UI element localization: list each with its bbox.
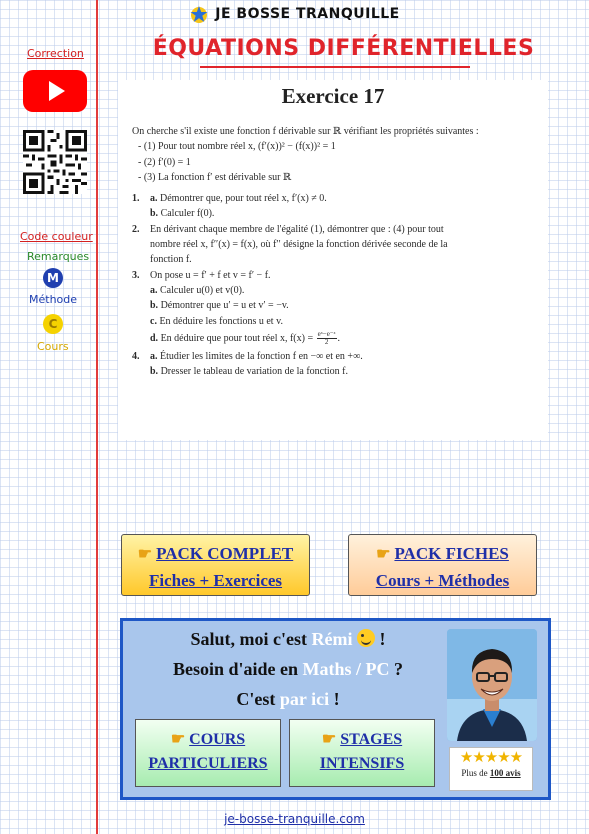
- pointing-hand-icon: ☛: [321, 731, 337, 748]
- legend-cours: Cours: [37, 340, 69, 353]
- question-3: 3. On pose u = f′ + f et v = f′ − f.: [132, 269, 271, 281]
- page-title: ÉQUATIONS DIFFÉRENTIELLES: [152, 36, 535, 61]
- pack-fiches-button[interactable]: ☛ PACK FICHES Cours + Méthodes: [348, 534, 537, 596]
- promo-box: [120, 618, 551, 800]
- pointing-hand-icon: ☛: [170, 731, 186, 748]
- stages-intensifs-button[interactable]: ☛ STAGES INTENSIFS: [289, 719, 435, 787]
- reviews-text: Plus de 100 avis: [461, 768, 521, 778]
- question-2-line2: nombre réel x, f′′(x) = f(x), où f′′ désigne la fonction dérivée seconde de la: [150, 239, 448, 251]
- avatar: [447, 629, 537, 741]
- qr-code-icon[interactable]: [23, 130, 87, 194]
- exercise-panel: [118, 80, 548, 440]
- question-2-line3: fonction f.: [150, 254, 192, 266]
- property-3: - (3) La fonction f′ est dérivable sur ℝ: [138, 171, 292, 183]
- play-icon: [49, 81, 65, 101]
- question-3c: c. En déduire les fonctions u et v.: [150, 315, 283, 327]
- cours-badge-icon: C: [43, 314, 63, 334]
- question-4b: b. Dresser le tableau de variation de la fonction f.: [150, 366, 348, 378]
- question-2: 2. En dérivant chaque membre de l'égalité (1), démontrer que : (4) pour tout: [132, 223, 444, 235]
- wink-emoji-icon: [357, 629, 375, 647]
- brand-name: JE BOSSE TRANQUILLE: [215, 6, 400, 22]
- margin-line: [96, 0, 98, 834]
- brand-header[interactable]: [0, 4, 589, 24]
- question-1b: b. Calculer f(0).: [150, 208, 215, 220]
- fraction: $\frac{\text{eˣ−e⁻ˣ}}{2}$: [317, 330, 336, 347]
- five-stars-icon: ★★★★★: [459, 750, 523, 766]
- question-1a: 1. a. Démontrer que, pour tout réel x, f′(x) ≠ 0.: [132, 193, 327, 205]
- brand-logo-icon: [189, 4, 209, 24]
- methode-badge-icon: M: [43, 268, 63, 288]
- correction-label: Correction: [27, 47, 84, 60]
- legend-methode: Méthode: [29, 293, 78, 306]
- legend-remarques: Remarques: [27, 250, 90, 263]
- footer-link[interactable]: je-bosse-tranquille.com: [224, 812, 365, 826]
- exercise-title: Exercice 17: [281, 84, 385, 108]
- exercise-intro: On cherche s'il existe une fonction f dérivable sur ℝ vérifiant les propriétés suivantes :: [132, 126, 479, 137]
- promo-greeting: Salut, moi c'est Rémi !: [190, 629, 386, 649]
- title-underline: [200, 66, 470, 68]
- code-couleur-label: Code couleur: [20, 230, 93, 243]
- pointing-hand-icon: ☛: [137, 546, 153, 563]
- promo-here: C'est par ici !: [236, 689, 340, 709]
- pointing-hand-icon: ☛: [376, 546, 391, 563]
- exercise-body: [132, 124, 544, 379]
- cours-particuliers-button[interactable]: ☛ COURS PARTICULIERS: [135, 719, 281, 787]
- question-3a: a. Calculer u(0) et v(0).: [150, 284, 245, 296]
- pack-complet-button[interactable]: ☛ PACK COMPLET Fiches + Exercices: [121, 534, 310, 596]
- youtube-button[interactable]: [23, 70, 87, 112]
- property-1: - (1) Pour tout nombre réel x, (f′(x))² − (f(x))² = 1: [138, 141, 336, 153]
- question-3d: d. En déduire que pour tout réel x, f(x) = $\frac{\text{eˣ−e⁻ˣ}}{2}$ .: [150, 330, 341, 347]
- property-2: - (2) f′(0) = 1: [138, 156, 191, 168]
- promo-need-help: Besoin d'aide en Maths / PC ?: [172, 659, 404, 679]
- question-3b: b. Démontrer que u′ = u et v′ = −v.: [150, 300, 289, 312]
- reviews-badge[interactable]: [449, 747, 533, 791]
- question-4a: 4. a. Étudier les limites de la fonction f en −∞ et en +∞.: [132, 350, 363, 362]
